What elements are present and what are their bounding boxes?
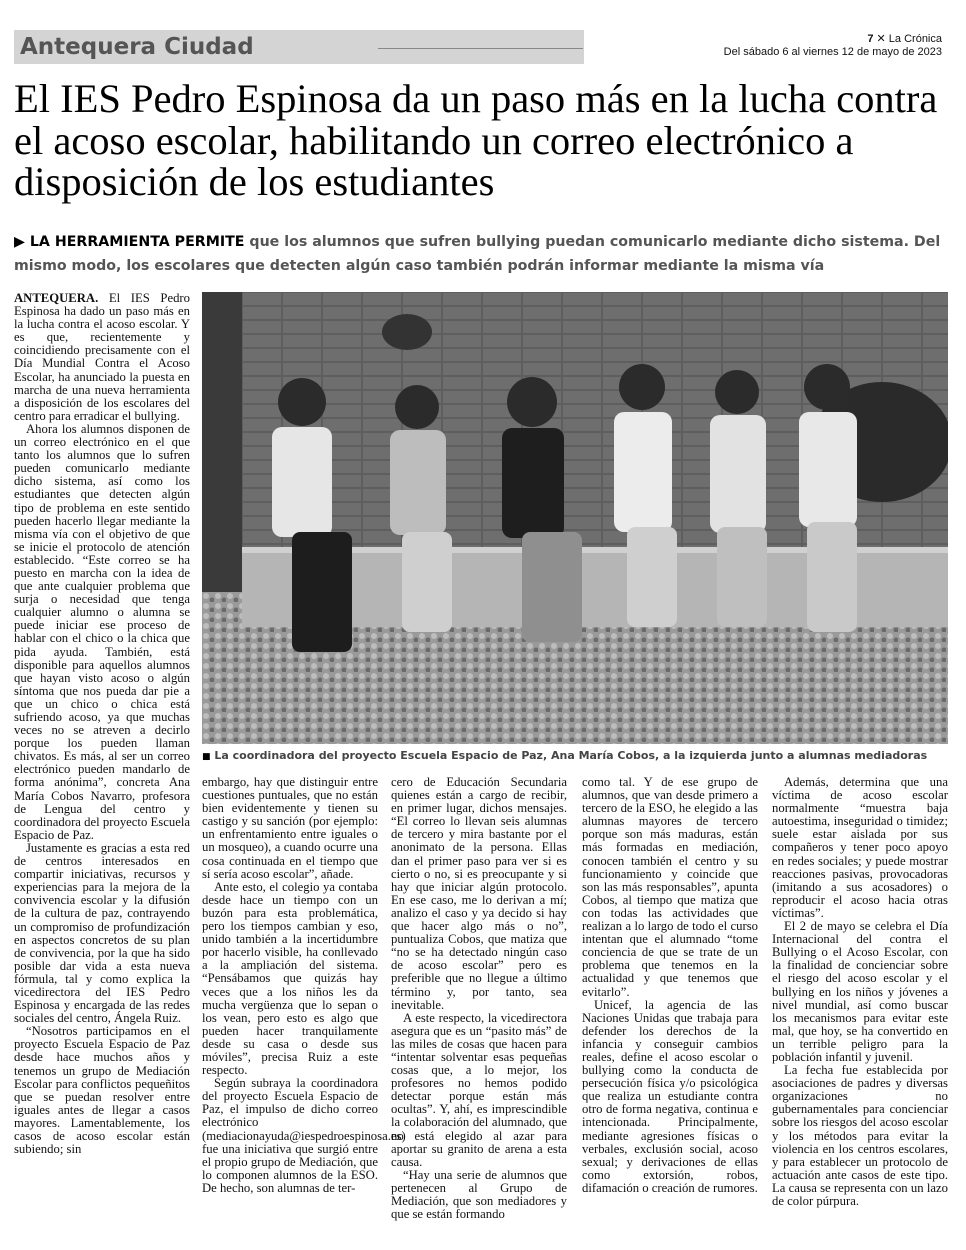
caption-marker-icon: ■ — [202, 752, 211, 762]
article-column-4 — [582, 776, 758, 1195]
article-lead — [14, 230, 949, 278]
lead-text: que los alumnos que sufren bullying puedan comunicarlo mediante dicho sistema. Del mismo modo, los escolares que detecten algún caso también podrán informar mediante la misma vía — [14, 234, 941, 274]
section-title: Antequera Ciudad — [20, 34, 254, 60]
dateline: ANTEQUERA. — [14, 291, 99, 305]
newspaper-name: La Crónica — [888, 33, 942, 45]
paragraph: como tal. Y de ese grupo de alumnos, que van desde primero a tercero de la ESO, he elegido a las alumnas mayores de tercero porque son más maduras, están más formadas en mediación, conocen también el centro y su funcionamiento y coincide que son las más responsables”, apunta Cobos, al tiempo que matiza que con todas las actividades que realizan a lo largo de todo el curso intentan que el alumnado “tome conciencia de que se trate de un problema que tenemos en la actualidad y que tenemos que evitarlo”. — [582, 775, 758, 999]
article-column-3 — [391, 776, 567, 1221]
paragraph: “Nosotros participamos en el proyecto Escuela Espacio de Paz desde hace muchos años y tenemos un grupo de Mediación Escolar para conflictos pequeñitos que se puedan resolver entre iguales antes de llegar a casos mayores. Lamentablemente, los casos de acoso escolar están subiendo; sin — [14, 1024, 190, 1157]
article-column-2 — [202, 775, 406, 1195]
article-column-1 — [14, 292, 190, 1156]
paragraph: Además, determina que una víctima de acoso escolar normalmente “muestra baja autoestima, inseguridad o timidez; suele estar aislada por sus compañeros y tener poco apoyo en redes sociales; y puede mostrar reacciones pasivas, provocadoras (imitando a sus acosadores) o reproducir el acoso hacia otras víctimas”. — [772, 775, 948, 920]
paragraph: ANTEQUERA. El IES Pedro Espinosa ha dado un paso más en la lucha contra el acoso escolar. Y es que, recientemente y coincidiendo precisamente con el Día Mundial Contra el Acoso Escolar, ha anunciado la puesta en marcha de una nueva herramienta a disposición de los escolares del centro para erradicar el bullying. — [14, 291, 190, 423]
article-photo — [202, 292, 948, 744]
photo-caption — [202, 749, 948, 765]
paragraph: Según subraya la coordinadora del proyecto Escuela Espacio de Paz, el impulso de dicho correo electrónico (mediacionayuda@iespedroespinosa.es) fue una iniciativa que surgió entre el propio grupo de Mediación, que lo componen alumnos de la ESO. De hecho, son alumnas de ter- — [202, 1076, 406, 1195]
lead-arrow-icon: ▶ — [14, 234, 25, 250]
paragraph: “Hay una serie de alumnos que pertenecen al Grupo de Mediación, que son mediadores y que se están formando — [391, 1167, 567, 1222]
section-divider — [378, 48, 583, 49]
article-headline: El IES Pedro Espinosa da un paso más en la lucha contra el acoso escolar, habilitando un correo electrónico a disposición de los estudiantes — [14, 76, 938, 204]
paragraph: A este respecto, la vicedirectora asegura que es un “pasito más” de las miles de cosas que hacen para “intentar solventar esas pequeñas cosas que, a lo mejor, los profesores no hemos podido detectar porque están más ocultas”. Y, ahí, es imprescindible la colaboración del alumnado, que no está elegido al azar para aportar su granito de arena a esta causa. — [391, 1010, 567, 1169]
paragraph: La fecha fue establecida por asociaciones de padres y diversas organizaciones no gubernamentales para concienciar sobre los riesgos del acoso escolar y los métodos para evitar la violencia en los centros escolares, y para establecer un protocolo de actuación ante casos de este tipo. La causa se representa con un lazo de color púrpura. — [772, 1063, 948, 1208]
paragraph: Ahora los alumnos disponen de un correo electrónico en el que tanto los alumnos que lo sufren pueden comunicarlo mediante dicho sistema, así como los estudiantes que detecten algún tipo de problema en este sentido pueden hacerlo llegar mediante la misma vía con el objetivo de que se inicie el protocolo de atención establecido. “Este correo se ha puesto en marcha con la idea de que ante cualquier problema que surja o necesidad que tenga cualquier alumno o alumna se puede iniciar ese proceso de hablar con el chico o la chica que pida ayuda. También, está disponible para aquellos alumnos que hayan visto acoso o algún síntoma que nos pueda dar pie a que un chico o chica está sufriendo acoso, ya que muchas veces no se atreven a decirlo porque los pueden llaman chivatos. Es más, al ser un correo electrónico pueden mandarlo de forma anónima”, concreta Ana María Cobos Navarro, profesora de Lengua del centro y coordinadora del proyecto Escuela Espacio de Paz. — [14, 421, 190, 842]
paragraph: Ante esto, el colegio ya contaba desde hace un tiempo con un buzón para esta problemática, pero los tiempos cambian y eso, unido también a la incertidumbre por hacerlo visible, ha conllevado a la ampliación del sistema. “Pensábamos que quizás hay veces que a los niños les da mucha vergüenza que lo sepan o los vean, pero esto es algo que pueden hacer tranquilamente desde su casa o desde sus móviles”, precisa Ruiz a este respecto. — [202, 879, 378, 1078]
issue-date: Del sábado 6 al viernes 12 de mayo de 2023 — [723, 46, 942, 58]
paragraph: embargo, hay que distinguir entre cuestiones puntuales, que no están bien evidentemente y tienen su castigo y su sanción (por ejemplo: un enfrentamiento entre iguales o un mosqueo), a cuando ocurre una cosa continuada en el tiempo que sí sería acoso escolar”, añade. — [202, 775, 378, 881]
masthead-info — [724, 33, 942, 59]
caption-text: La coordinadora del proyecto Escuela Espacio de Paz, Ana María Cobos, a la izquierda junto a alumnas mediadoras — [214, 749, 928, 762]
article-column-5 — [772, 776, 948, 1208]
paragraph: El 2 de mayo se celebra el Día Internacional del contra el Bullying o el Acoso Escolar, con la finalidad de concienciar sobre el riesgo del acoso escolar y el bullying en los niños y jóvenes a nivel mundial, así como buscar los mecanismos para evitar este mal, que hoy, se ha convertido en un terrible peligro para la población infantil y juvenil. — [772, 919, 948, 1064]
photo-illustration — [202, 292, 948, 744]
paragraph: cero de Educación Secundaria quienes están a cargo de recibir, en primer lugar, dichos mensajes. “El correo lo llevan seis alumnas de tercero y mira bastante por el anonimato de la persona. Ellas dan el primer paso para ver si es cierto o no, si es preocupante y si hay que iniciar algún protocolo. En ese caso, me lo derivan a mí; analizo el caso y ya decido si hay que hacer algo más o no”, puntualiza Cobos, que matiza que “no se ha detectado ningún caso de acoso escolar” pero es preferible que no llegue a último término y, por tanto, sea inevitable. — [391, 775, 567, 1012]
page-number: 7 — [867, 33, 874, 45]
lead-kicker: LA HERRAMIENTA PERMITE — [29, 234, 245, 250]
newspaper-logo-icon: ✕ — [876, 33, 886, 45]
paragraph: Justamente es gracias a esta red de centros interesados en compartir iniciativas, recursos y experiencias para la mejora de la convivencia escolar y la difusión de la cultura de paz, contrayendo un compromiso de profundización en aspectos concretos de su plan de convivencia, por la que ha sido posible dar vida a esta nueva fórmula, tal y como explica la vicedirectora del IES Pedro Espinosa y encargada de las redes sociales del centro, Ángela Ruiz. — [14, 840, 190, 1026]
paragraph: Unicef, la agencia de las Naciones Unidas que trabaja para defender los derechos de la infancia y conseguir cambios reales, define el acoso escolar o bullying como la conducta de persecución física y/o psicológica que realiza un estudiante contra otro de forma negativa, continua e intencionada. Principalmente, mediante agresiones físicas o verbales, exclusión social, acoso sexual; y derivaciones de ellas como extorsión, robos, difamación o creación de rumores. — [582, 997, 758, 1195]
